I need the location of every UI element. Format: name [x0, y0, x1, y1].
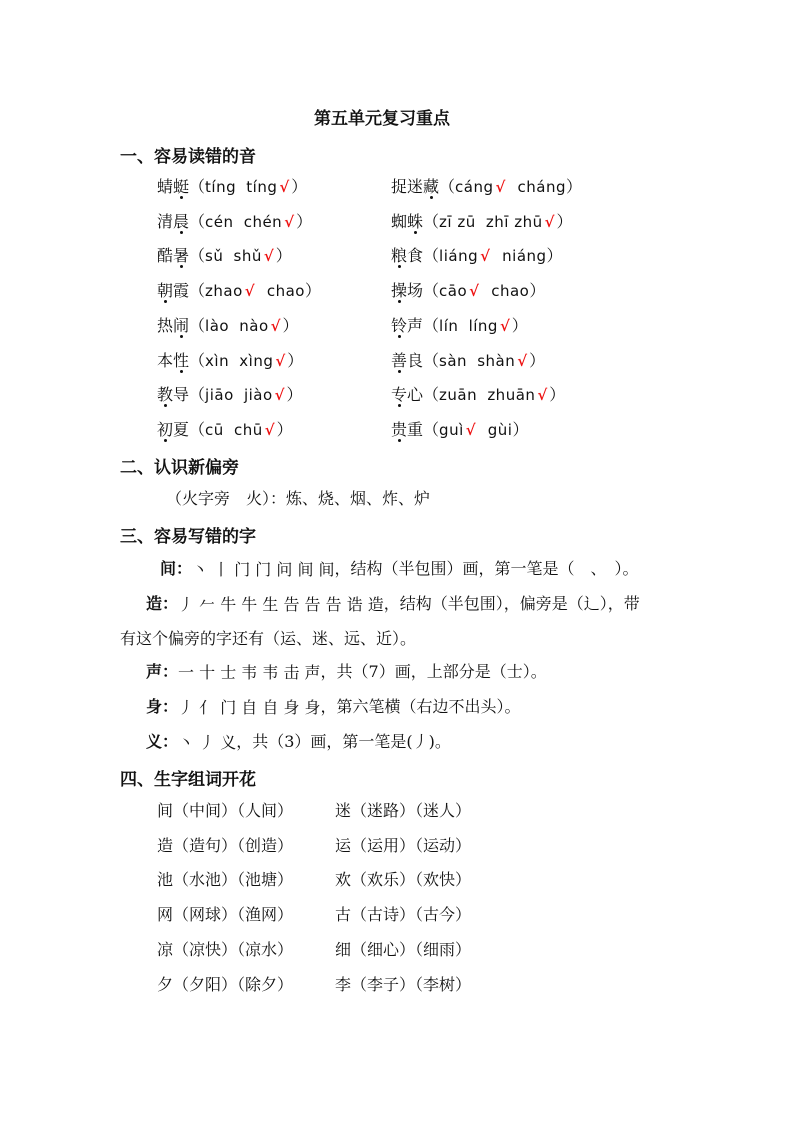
writing-note: ，结构（半包围）画，第一笔是（ 、 ）。 — [334, 559, 639, 578]
paren-open: （ — [423, 211, 440, 231]
paren-open: （ — [189, 281, 206, 301]
paren-open: （ — [423, 419, 440, 439]
paren-close: ） — [275, 246, 292, 266]
pinyin-option-a: cāo — [439, 282, 468, 301]
paren-open: （ — [189, 315, 206, 335]
word-char: 良 — [407, 350, 424, 370]
writing-row — [120, 624, 416, 654]
writing-note: ，结构（半包围），偏旁是（辶），带 — [383, 594, 640, 613]
stroke-order-image — [192, 555, 335, 585]
spacer — [223, 246, 233, 265]
stroke-order-image — [178, 693, 321, 723]
pinyin-option-a: sàn — [439, 351, 468, 370]
pinyin-option-b: tíng — [246, 178, 278, 196]
dotted-char: 教 — [157, 385, 174, 405]
check-mark-icon: √ — [544, 212, 555, 231]
pron-item-left — [157, 418, 293, 442]
word-group-left: 间（中间）（人间） — [157, 801, 294, 820]
word-group-right: 运（运用）（运动） — [335, 835, 472, 855]
paren-close: ） — [529, 350, 546, 370]
spacer — [481, 281, 491, 300]
pinyin-option-b: nào — [239, 316, 269, 335]
word-group-right: 细（细心）（细雨） — [335, 939, 472, 959]
pinyin-option-a: zhao — [205, 282, 243, 301]
paren-open: （ — [189, 211, 206, 231]
word-char: 蜘 — [391, 211, 408, 231]
word-char: 霞 — [173, 281, 190, 301]
paren-close: ） — [282, 315, 299, 335]
word-char: 捉迷 — [391, 177, 424, 196]
dotted-char: 暑 — [173, 246, 190, 266]
pinyin-option-a: sǔ — [205, 247, 224, 266]
pinyin-option-b: zhuān — [487, 386, 536, 405]
check-mark-icon: √ — [495, 178, 506, 196]
dotted-char: 善 — [391, 350, 408, 370]
pron-item-left — [157, 314, 299, 338]
paren-open: （ — [423, 315, 440, 335]
word-char: 心 — [407, 385, 424, 405]
pinyin-option-a: tíng — [205, 178, 237, 196]
pinyin-option-b: cháng — [517, 178, 567, 196]
section-heading-4: 四、生字组词开花 — [120, 770, 256, 790]
pron-item-left — [157, 279, 321, 303]
pron-item-right — [391, 349, 545, 373]
word-char: 酷 — [157, 246, 174, 266]
pinyin-option-a: cén — [205, 212, 234, 231]
pinyin-option-b: shǔ — [233, 247, 262, 266]
spacer — [477, 385, 487, 404]
dotted-char: 晨 — [173, 211, 190, 231]
dotted-char: 操 — [391, 281, 408, 301]
pron-item-right — [391, 279, 545, 303]
spacer — [234, 385, 244, 404]
pron-item-right — [391, 418, 529, 442]
check-mark-icon: √ — [480, 247, 490, 266]
check-mark-icon: √ — [537, 386, 548, 405]
paren-close: ） — [549, 385, 566, 405]
pinyin-option-a: xìn — [205, 351, 230, 370]
check-mark-icon: √ — [499, 316, 510, 335]
pinyin-option-b: niáng — [502, 247, 547, 266]
pron-item-right — [391, 175, 582, 199]
writing-note: ，共（7）画，上部分是（士）。 — [320, 662, 547, 681]
check-mark-icon: √ — [465, 420, 476, 439]
stroke-order-text: 丿 𠂉 牛 牛 生 告 告 告 诰 造 — [178, 594, 384, 614]
paren-open: （ — [423, 350, 440, 370]
paren-close: ） — [286, 385, 303, 405]
stroke-order-image — [178, 658, 321, 688]
pinyin-option-b: xìng — [239, 351, 274, 370]
word-char: 食 — [407, 246, 424, 266]
check-mark-icon: √ — [274, 386, 285, 405]
paren-close: ） — [296, 211, 313, 231]
spacer — [478, 420, 488, 439]
spacer — [229, 316, 239, 335]
pinyin-option-b: chao — [266, 282, 305, 301]
dotted-char: 铃 — [391, 315, 408, 335]
pron-item-left — [157, 244, 292, 268]
pinyin-option-a: liáng — [439, 247, 479, 266]
spacer — [467, 351, 477, 370]
word-group-left: 造（造句）（创造） — [157, 835, 294, 855]
word-char: 夏 — [173, 419, 190, 439]
dotted-char: 闹 — [173, 315, 190, 335]
word-char: 清 — [157, 211, 174, 231]
check-mark-icon: √ — [279, 178, 290, 196]
pron-item-left — [157, 210, 312, 234]
check-mark-icon: √ — [275, 351, 286, 370]
paren-close: ） — [276, 419, 293, 439]
word-char: 热 — [157, 315, 174, 335]
spacer — [236, 177, 246, 196]
writing-note: 有这个偏旁的字还有（运、迷、远、近）。 — [120, 629, 417, 648]
pron-item-left — [157, 383, 303, 407]
paren-open: （ — [189, 246, 206, 266]
writing-char-label: 间： — [160, 559, 193, 578]
pron-item-left — [157, 349, 303, 373]
pinyin-option-a: cáng — [455, 178, 494, 196]
dotted-char: 蜓 — [173, 177, 190, 196]
check-mark-icon: √ — [517, 351, 528, 370]
paren-open: （ — [189, 419, 206, 439]
stroke-order-image — [178, 590, 384, 620]
paren-open: （ — [189, 350, 206, 370]
word-char: 声 — [407, 315, 424, 335]
pron-item-right — [391, 383, 565, 407]
stroke-order-text: 丶 丨 门 门 问 间 间 — [192, 559, 335, 579]
pinyin-option-a: jiāo — [205, 386, 234, 405]
writing-char-label: 造： — [146, 594, 179, 613]
paren-open: （ — [189, 385, 206, 405]
section-heading-1: 一、容易读错的音 — [120, 147, 256, 167]
word-group-right: 欢（欢乐）（欢快） — [335, 870, 472, 890]
writing-char-label: 义： — [146, 732, 179, 751]
stroke-order-image — [178, 728, 236, 758]
pron-item-left — [157, 175, 307, 199]
check-mark-icon: √ — [469, 282, 480, 301]
section-heading-3: 三、容易写错的字 — [120, 527, 256, 547]
dotted-char: 蛛 — [407, 211, 424, 231]
dotted-char: 专 — [391, 385, 408, 405]
check-mark-icon: √ — [263, 247, 274, 266]
check-mark-icon: √ — [284, 212, 295, 231]
writing-char-label: 声： — [146, 662, 179, 681]
word-char: 本 — [157, 350, 174, 370]
writing-note: ，共（3）画，第一笔是(丿)。 — [236, 732, 451, 751]
word-char: 重 — [407, 419, 424, 439]
word-char: 导 — [173, 385, 190, 405]
dotted-char: 初 — [157, 419, 174, 439]
writing-char-label: 身： — [146, 697, 179, 716]
check-mark-icon: √ — [244, 282, 255, 301]
pinyin-option-b: gùi — [487, 420, 513, 439]
pron-item-right — [391, 244, 563, 268]
word-group-left: 夕（夕阳）（除夕） — [157, 974, 294, 994]
word-group-right: 李（李子）（李树） — [335, 974, 472, 994]
paren-close: ） — [566, 177, 583, 196]
word-char: 场 — [407, 281, 424, 301]
pron-item-right — [391, 314, 528, 338]
paren-close: ） — [304, 281, 321, 301]
spacer — [458, 316, 468, 335]
writing-row — [146, 692, 521, 722]
pinyin-option-b: shàn — [477, 351, 516, 370]
spacer — [492, 246, 502, 265]
spacer — [234, 212, 244, 231]
word-group-right: 迷（迷路）（迷人） — [335, 801, 472, 820]
word-group-left: 池（水池）（池塘） — [157, 870, 294, 890]
pinyin-option-b: chao — [491, 282, 530, 301]
word-group-left: 凉（凉快）（凉水） — [157, 939, 294, 959]
stroke-order-text: 丿 亻 门 自 自 身 身 — [178, 697, 321, 717]
pinyin-option-b: chén — [243, 212, 283, 231]
spacer — [476, 212, 486, 231]
stroke-order-text: 丶 丿 义 — [178, 732, 237, 752]
paren-open: （ — [423, 281, 440, 301]
pinyin-option-a: guì — [439, 420, 464, 439]
word-group-right: 古（古诗）（古今） — [335, 905, 472, 925]
writing-note: ，第六笔横（右边不出头）。 — [320, 697, 521, 716]
pinyin-option-b: líng — [468, 316, 498, 335]
check-mark-icon: √ — [270, 316, 281, 335]
spacer — [507, 177, 517, 196]
paren-open: （ — [423, 246, 440, 266]
pinyin-option-b: jiào — [243, 386, 273, 405]
paren-close: ） — [291, 177, 308, 196]
paren-close: ） — [511, 315, 528, 335]
paren-close: ） — [529, 281, 546, 301]
pinyin-option-a: lào — [205, 316, 230, 335]
word-group-left: 网（网球）（渔网） — [157, 905, 294, 925]
paren-close: ） — [287, 350, 304, 370]
pinyin-option-a: zī zū — [439, 212, 476, 231]
pinyin-option-a: lín — [439, 316, 459, 335]
dotted-char: 朝 — [157, 281, 174, 301]
stroke-order-text: 一 十 士 韦 韦 击 声 — [178, 662, 321, 682]
radical-line: （火字旁 火）：炼、烧、烟、炸、炉 — [166, 489, 431, 508]
paren-open: （ — [189, 177, 206, 196]
page-title: 第五单元复习重点 — [314, 109, 450, 129]
paren-close: ） — [546, 246, 563, 266]
pinyin-option-a: zuān — [439, 386, 478, 405]
writing-row — [160, 554, 639, 584]
writing-row — [146, 727, 451, 757]
pinyin-option-a: cū — [205, 420, 224, 439]
paren-open: （ — [439, 177, 456, 196]
writing-row — [146, 589, 640, 619]
writing-row — [146, 657, 547, 687]
spacer — [257, 281, 267, 300]
pinyin-option-b: zhī zhū — [485, 212, 543, 231]
check-mark-icon: √ — [264, 420, 275, 439]
section-heading-2: 二、认识新偏旁 — [120, 458, 239, 478]
pinyin-option-b: chū — [233, 420, 263, 439]
pron-item-right — [391, 210, 573, 234]
paren-close: ） — [512, 419, 529, 439]
dotted-char: 粮 — [391, 246, 408, 266]
paren-open: （ — [423, 385, 440, 405]
word-char: 蜻 — [157, 177, 174, 196]
dotted-char: 性 — [173, 350, 190, 370]
spacer — [224, 420, 234, 439]
dotted-char: 贵 — [391, 419, 408, 439]
spacer — [229, 351, 239, 370]
dotted-char: 藏 — [423, 177, 440, 196]
paren-close: ） — [556, 211, 573, 231]
